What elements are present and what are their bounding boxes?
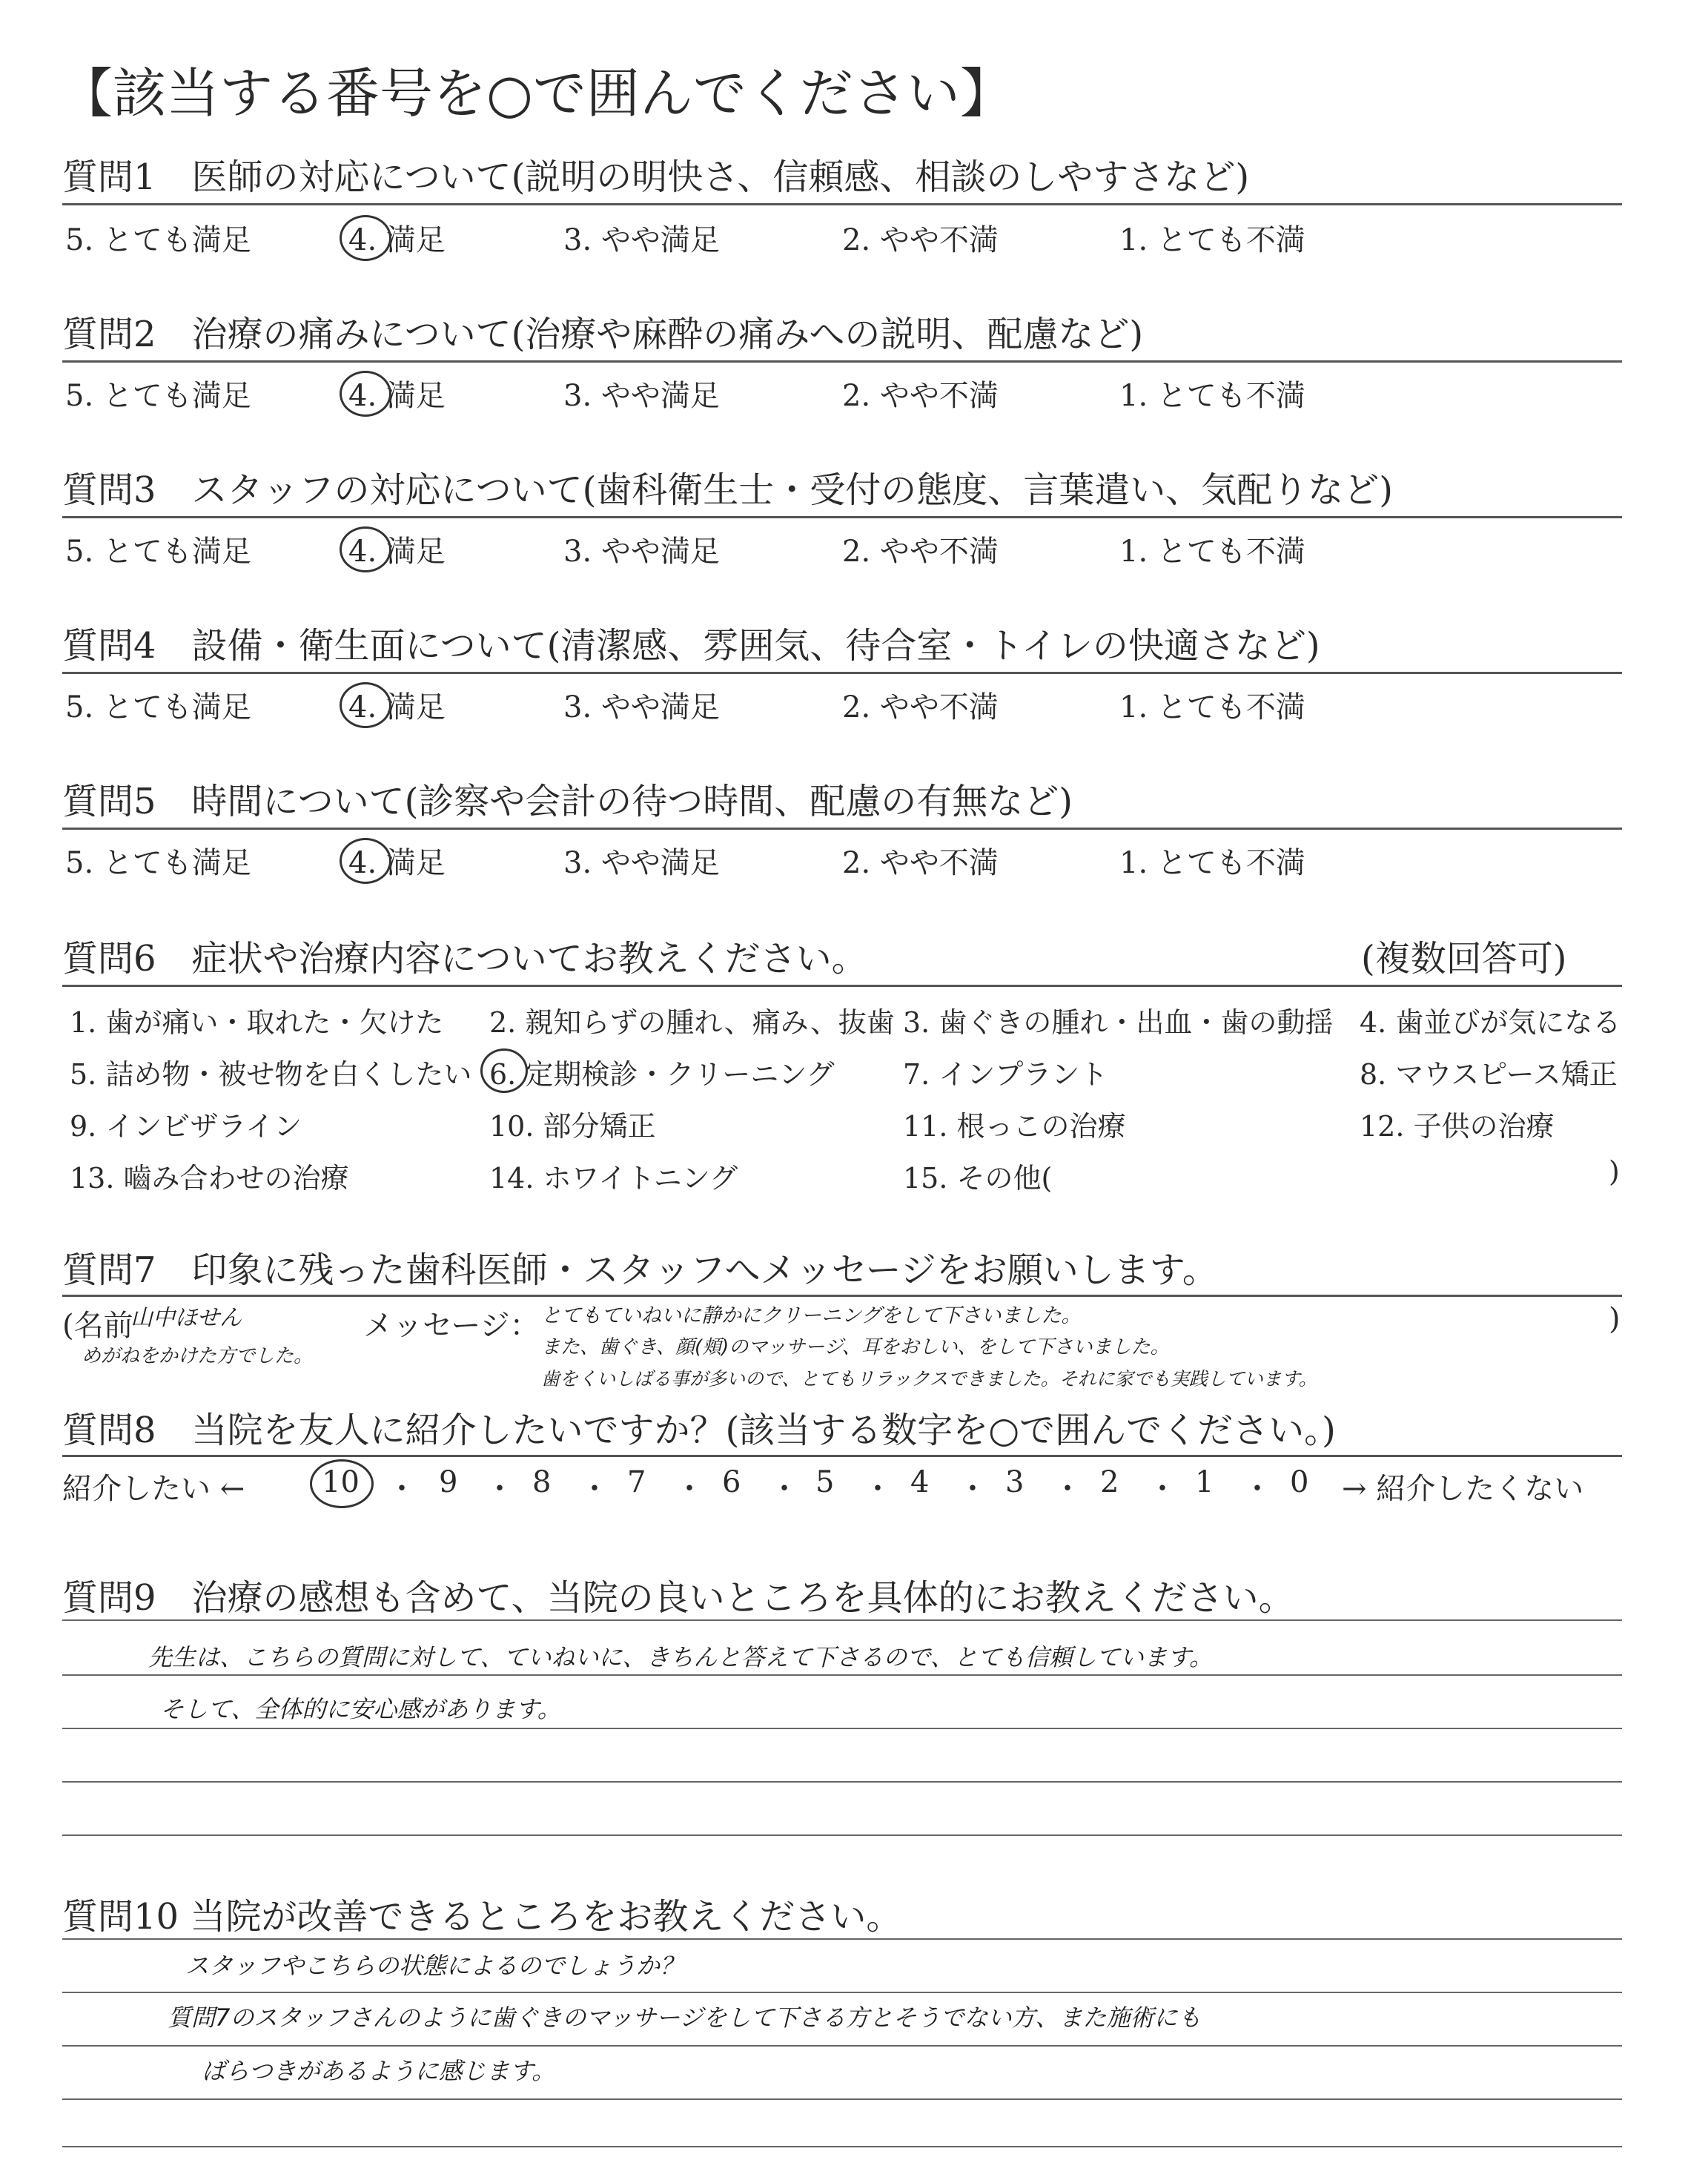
q4-option-1[interactable]: 1. とても不満 (1119, 690, 1305, 724)
question-7-label: 質問7 印象に残った歯科医師・スタッフへメッセージをお願いします。 (62, 1249, 1218, 1291)
divider (62, 828, 1622, 830)
q8-scale-sep: ・ (1148, 1472, 1177, 1506)
q6-item-5[interactable]: 5. 詰め物・被せ物を白くしたい (70, 1058, 472, 1091)
divider (62, 1455, 1622, 1457)
question-6-label: 質問6 症状や治療内容についてお教えください。 (62, 938, 867, 980)
q4-option-2[interactable]: 2. やや不満 (842, 690, 999, 724)
answer-line (62, 1938, 1622, 1940)
q8-left-label: 紹介したい ← (62, 1472, 245, 1506)
q8-scale-sep: ・ (1053, 1472, 1082, 1506)
q10-answer-line-3: ばらつきがあるように感じます。 (202, 2057, 556, 2085)
q5-option-1[interactable]: 1. とても不満 (1119, 846, 1305, 880)
q8-scale-sep: ・ (769, 1472, 799, 1506)
answer-line (62, 1674, 1622, 1676)
question-2-label: 質問2 治療の痛みについて(治療や麻酔の痛みへの説明、配慮など) (62, 314, 1144, 355)
divider (62, 1295, 1622, 1297)
q9-answer-line-2: そして、全体的に安心感があります。 (160, 1695, 561, 1723)
q8-scale-sep: ・ (675, 1472, 704, 1506)
q9-answer-line-1: 先生は、こちらの質問に対して、ていねいに、きちんと答えて下さるので、とても信頼しています。 (148, 1643, 1214, 1671)
answer-line (62, 1992, 1622, 1993)
q3-option-3[interactable]: 3. やや満足 (563, 535, 720, 569)
question-3-label: 質問3 スタッフの対応について(歯科衛生士・受付の態度、言葉遣い、気配りなど) (62, 469, 1394, 511)
q8-scale-1[interactable]: 1 (1195, 1465, 1214, 1499)
answer-line (62, 2045, 1622, 2047)
q8-scale-sep: ・ (1242, 1472, 1272, 1506)
q8-scale-sep: ・ (863, 1472, 893, 1506)
q5-option-5[interactable]: 5. とても満足 (65, 846, 251, 880)
q7-close-paren: ) (1609, 1302, 1621, 1336)
answer-line (62, 1834, 1622, 1836)
q2-option-5[interactable]: 5. とても満足 (65, 379, 251, 413)
q8-scale-5[interactable]: 5 (815, 1465, 835, 1499)
q6-item-9[interactable]: 9. インビザライン (70, 1110, 302, 1143)
question-10-label: 質問10 当院が改善できるところをお教えください。 (62, 1896, 902, 1938)
q8-scale-10[interactable]: 10 (322, 1465, 360, 1499)
divider (62, 985, 1622, 987)
q7-name-handwritten-2: めがねをかけた方でした。 (82, 1345, 314, 1367)
question-1-label: 質問1 医師の対応について(説明の明快さ、信頼感、相談のしやすさなど) (62, 156, 1250, 198)
q5-option-2[interactable]: 2. やや不満 (842, 846, 999, 880)
q6-item-6[interactable]: 6. 定期検診・クリーニング (489, 1058, 835, 1091)
question-9-label: 質問9 治療の感想も含めて、当院の良いところを具体的にお教えください。 (62, 1577, 1294, 1619)
q6-item-12[interactable]: 12. 子供の治療 (1360, 1110, 1555, 1143)
question-6-note: (複数回答可) (1361, 938, 1567, 980)
q6-item-10[interactable]: 10. 部分矯正 (489, 1110, 656, 1143)
q8-right-label: → 紹介したくない (1342, 1472, 1584, 1506)
q10-answer-line-1: スタッフやこちらの状態によるのでしょうか？ (185, 1952, 684, 1980)
q8-scale-sep: ・ (958, 1472, 987, 1506)
q6-item-14[interactable]: 14. ホワイトニング (489, 1162, 738, 1195)
q8-scale-7[interactable]: 7 (627, 1465, 646, 1499)
q5-option-4[interactable]: 4. 満足 (348, 846, 446, 880)
answer-line (62, 2146, 1622, 2147)
divider (62, 672, 1622, 674)
q1-option-3[interactable]: 3. やや満足 (563, 223, 720, 257)
q4-option-4[interactable]: 4. 満足 (348, 690, 446, 724)
answer-line (62, 2098, 1622, 2100)
q5-option-3[interactable]: 3. やや満足 (563, 846, 720, 880)
q3-selected-circle (340, 526, 391, 572)
q6-item-8[interactable]: 8. マウスピース矯正 (1360, 1058, 1618, 1091)
q2-option-1[interactable]: 1. とても不満 (1119, 379, 1305, 413)
q1-option-1[interactable]: 1. とても不満 (1119, 223, 1305, 257)
divider (62, 360, 1622, 363)
q7-message-line-3: 歯をくいしばる事が多いので、とてもリラックスできました。それに家でも実践しています。 (541, 1368, 1317, 1390)
q7-name-handwritten: 山中ほせん (130, 1305, 242, 1331)
divider (62, 516, 1622, 518)
q1-option-2[interactable]: 2. やや不満 (842, 223, 999, 257)
q6-item-2[interactable]: 2. 親知らずの腫れ、痛み、抜歯 (489, 1006, 895, 1039)
answer-line (62, 1728, 1622, 1729)
q6-item-15-close: ) (1609, 1155, 1620, 1188)
q6-item-15[interactable]: 15. その他( (903, 1162, 1053, 1195)
q2-option-4[interactable]: 4. 満足 (348, 379, 446, 413)
q7-name-label: (名前 (62, 1309, 133, 1343)
q3-option-4[interactable]: 4. 満足 (348, 535, 446, 569)
q7-message-line-2: また、歯ぐき、顔(頬)のマッサージ、耳をおしい、をして下さいました。 (541, 1336, 1170, 1358)
q8-scale-3[interactable]: 3 (1005, 1465, 1025, 1499)
q10-answer-line-2: 質問7のスタッフさんのように歯ぐきのマッサージをして下さる方とそうでない方、また施術にも (168, 2004, 1202, 2032)
q6-selected-circle (480, 1048, 528, 1093)
q5-selected-circle (340, 838, 391, 884)
q8-scale-6[interactable]: 6 (722, 1465, 741, 1499)
q2-option-2[interactable]: 2. やや不満 (842, 379, 999, 413)
answer-line (62, 1619, 1622, 1621)
q8-scale-sep: ・ (485, 1472, 514, 1506)
q4-option-3[interactable]: 3. やや満足 (563, 690, 720, 724)
q6-item-3[interactable]: 3. 歯ぐきの腫れ・出血・歯の動揺 (903, 1006, 1334, 1039)
q1-option-4[interactable]: 4. 満足 (348, 223, 446, 257)
q7-message-line-1: とてもていねいに静かにクリーニングをして下さいました。 (541, 1304, 1082, 1327)
q8-scale-0[interactable]: 0 (1290, 1465, 1309, 1499)
page-title: 【該当する番号を○で囲んでください】 (59, 62, 1013, 125)
q3-option-5[interactable]: 5. とても満足 (65, 535, 251, 569)
q8-scale-2[interactable]: 2 (1100, 1465, 1119, 1499)
question-5-label: 質問5 時間について(診察や会計の待つ時間、配慮の有無など) (62, 781, 1073, 822)
q6-item-11[interactable]: 11. 根っこの治療 (903, 1110, 1126, 1143)
question-4-label: 質問4 設備・衛生面について(清潔感、雰囲気、待合室・トイレの快適さなど) (62, 625, 1320, 667)
answer-line (62, 1781, 1622, 1783)
q8-scale-9[interactable]: 9 (439, 1465, 458, 1499)
q1-option-5[interactable]: 5. とても満足 (65, 223, 251, 257)
q6-item-4[interactable]: 4. 歯並びが気になる (1360, 1006, 1621, 1039)
q8-scale-sep: ・ (387, 1472, 417, 1506)
q2-selected-circle (340, 371, 391, 417)
q6-item-13[interactable]: 13. 嚙み合わせの治療 (70, 1162, 349, 1195)
q8-scale-8[interactable]: 8 (532, 1465, 552, 1499)
divider (62, 203, 1622, 205)
q7-message-label: メッセージ： (363, 1309, 540, 1343)
q6-item-1[interactable]: 1. 歯が痛い・取れた・欠けた (70, 1006, 444, 1039)
q3-option-1[interactable]: 1. とても不満 (1119, 535, 1305, 569)
q4-selected-circle (340, 682, 391, 728)
question-8-label: 質問8 当院を友人に紹介したいですか？(該当する数字を○で囲んでください。) (62, 1410, 1336, 1451)
q2-option-3[interactable]: 3. やや満足 (563, 379, 720, 413)
q4-option-5[interactable]: 5. とても満足 (65, 690, 251, 724)
q6-item-7[interactable]: 7. インプラント (903, 1058, 1108, 1091)
q1-selected-circle (340, 215, 391, 261)
q3-option-2[interactable]: 2. やや不満 (842, 535, 999, 569)
q8-scale-sep: ・ (580, 1472, 609, 1506)
q8-scale-4[interactable]: 4 (910, 1465, 930, 1499)
